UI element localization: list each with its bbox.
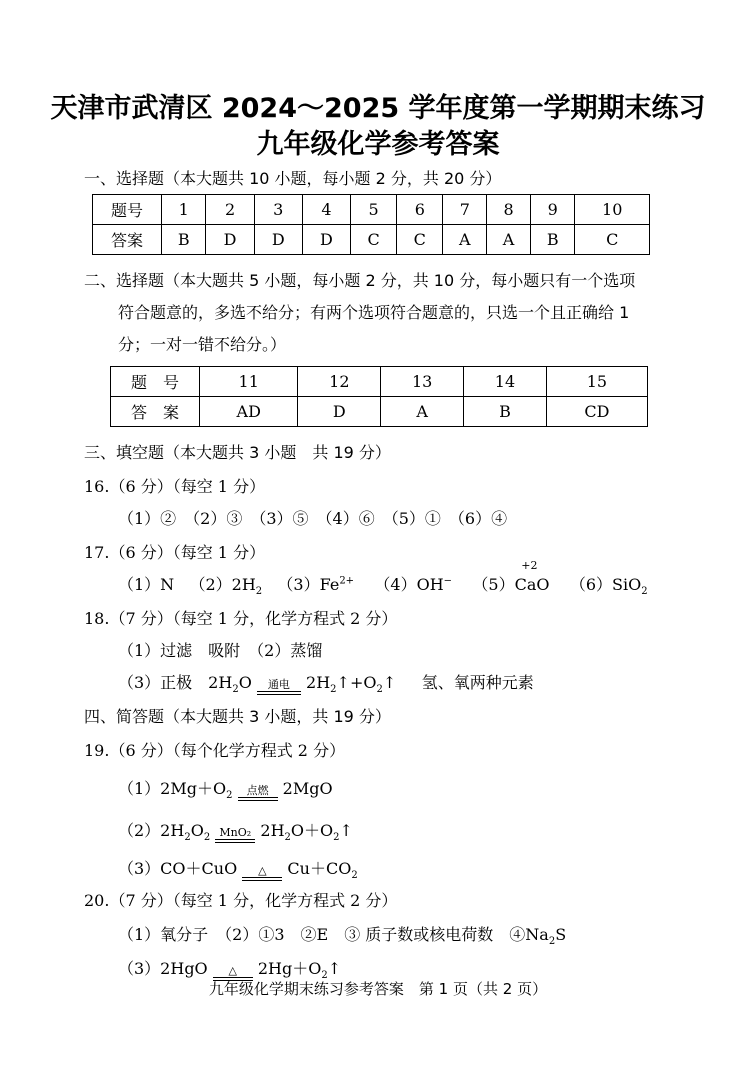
superscript: − bbox=[443, 575, 453, 587]
number-cell: 2 bbox=[206, 195, 254, 225]
section-2-note-line-3: 分；一对一错不给分。） bbox=[118, 335, 287, 354]
table-row bbox=[111, 397, 648, 427]
answer-cell: D bbox=[254, 225, 302, 255]
section-1-heading: 一、选择题（本大题共 10 小题，每小题 2 分，共 20 分） bbox=[84, 169, 502, 188]
reaction-condition: △ bbox=[213, 965, 253, 981]
header-cell: 答 案 bbox=[111, 397, 200, 427]
reaction-condition: 点燃 bbox=[238, 785, 278, 801]
q16-answers: （1）② （2）③ （3）⑤ （4）⑥ （5）① （6）④ bbox=[118, 509, 508, 528]
number-cell: 3 bbox=[254, 195, 302, 225]
answer-cell: AD bbox=[200, 397, 298, 427]
number-cell: 7 bbox=[443, 195, 487, 225]
reaction-condition: MnO₂ bbox=[215, 827, 255, 843]
q17-part-5: （5）CaO +2 bbox=[472, 559, 550, 594]
q17-answers bbox=[118, 559, 648, 598]
answer-cell: C bbox=[575, 225, 650, 255]
answer-cell: A bbox=[487, 225, 531, 255]
reaction-condition: 通电 bbox=[257, 679, 301, 695]
header-cell: 答案 bbox=[93, 225, 162, 255]
number-cell: 11 bbox=[200, 367, 298, 397]
number-cell: 9 bbox=[530, 195, 574, 225]
answer-cell: CD bbox=[546, 397, 647, 427]
number-cell: 13 bbox=[381, 367, 464, 397]
q20-heading: 20.（7 分）（每空 1 分，化学方程式 2 分） bbox=[84, 891, 398, 910]
answer-table-1 bbox=[92, 194, 650, 255]
q16-heading: 16.（6 分）（每空 1 分） bbox=[84, 477, 266, 496]
number-cell: 5 bbox=[351, 195, 397, 225]
q18-answer-1: （1）过滤 吸附 （2）蒸馏 bbox=[118, 641, 323, 660]
number-cell: 10 bbox=[575, 195, 650, 225]
answer-cell: B bbox=[530, 225, 574, 255]
q20-answer-3: （3）2HgO △ $2Hg+O_2↑$ bbox=[118, 959, 342, 982]
q17-heading: 17.（6 分）（每空 1 分） bbox=[84, 543, 266, 562]
answer-table-2 bbox=[110, 366, 648, 427]
number-cell: 14 bbox=[464, 367, 547, 397]
answer-cell: D bbox=[298, 397, 381, 427]
number-cell: 15 bbox=[546, 367, 647, 397]
answer-cell: A bbox=[381, 397, 464, 427]
q17-part-4: （4）OH bbox=[374, 575, 444, 594]
q17-part-1: （1）N bbox=[118, 575, 175, 594]
page-footer: 九年级化学期末练习参考答案 第 1 页（共 2 页） bbox=[208, 980, 548, 998]
number-cell: 4 bbox=[302, 195, 350, 225]
answer-cell: B bbox=[464, 397, 547, 427]
table-row bbox=[93, 225, 650, 255]
section-4-heading: 四、简答题（本大题共 3 小题，共 19 分） bbox=[84, 707, 391, 726]
q18-tail: 氢、氧两种元素 bbox=[421, 673, 534, 692]
q17-part-3: （3）Fe bbox=[277, 575, 340, 594]
number-cell: 1 bbox=[162, 195, 206, 225]
header-cell: 题 号 bbox=[111, 367, 200, 397]
section-3-heading: 三、填空题（本大题共 3 小题 共 19 分） bbox=[84, 443, 391, 462]
table-row bbox=[93, 195, 650, 225]
valence-label: +2 bbox=[521, 559, 538, 572]
subscript: 2 bbox=[641, 586, 648, 598]
table-row bbox=[111, 367, 648, 397]
q18-heading: 18.（7 分）（每空 1 分，化学方程式 2 分） bbox=[84, 609, 398, 628]
page-title: 天津市武清区 2024～2025 学年度第一学期期末练习 bbox=[50, 93, 706, 124]
superscript: 2+ bbox=[339, 575, 355, 587]
q19-eq-2: $(2)2H_2O_2$ MnO₂ $2H_2O+O_2↑$ bbox=[118, 821, 353, 844]
q19-heading: 19.（6 分）（每个化学方程式 2 分） bbox=[84, 741, 346, 760]
number-cell: 12 bbox=[298, 367, 381, 397]
answer-cell: A bbox=[443, 225, 487, 255]
section-2-note-line-2: 符合题意的，多选不给分；有两个选项符合题意的，只选一个且正确给 1 bbox=[118, 303, 630, 322]
page-subtitle: 九年级化学参考答案 bbox=[256, 129, 500, 160]
number-cell: 6 bbox=[397, 195, 443, 225]
subscript: 2 bbox=[255, 586, 263, 598]
answer-cell: B bbox=[162, 225, 206, 255]
answer-cell: C bbox=[351, 225, 397, 255]
q17-part-2: （2）2H bbox=[189, 575, 256, 594]
number-cell: 8 bbox=[487, 195, 531, 225]
q19-eq-3: （3）CO＋CuO △ $Cu+CO_2$ bbox=[118, 859, 358, 882]
q20-answer-1: （1）氧分子 （2）①3 ②E ③ 质子数或核电荷数 $④Na_2S$ bbox=[118, 925, 567, 948]
header-cell: 题号 bbox=[93, 195, 162, 225]
q17-part-6: （6）SiO bbox=[569, 575, 642, 594]
answer-cell: C bbox=[397, 225, 443, 255]
answer-cell: D bbox=[302, 225, 350, 255]
q18-answer-3: （3）正极 $2H_2O$ 通电 $2H_2↑+O_2↑$ 氢、氧两种元素 bbox=[118, 673, 534, 696]
q19-eq-1: $(1)2Mg+O_2$ 点燃 2MgO bbox=[118, 779, 333, 802]
reaction-condition: △ bbox=[242, 865, 282, 881]
section-2-heading: 二、选择题（本大题共 5 小题，每小题 2 分，共 10 分，每小题只有一个选项 bbox=[84, 271, 636, 290]
answer-cell: D bbox=[206, 225, 254, 255]
